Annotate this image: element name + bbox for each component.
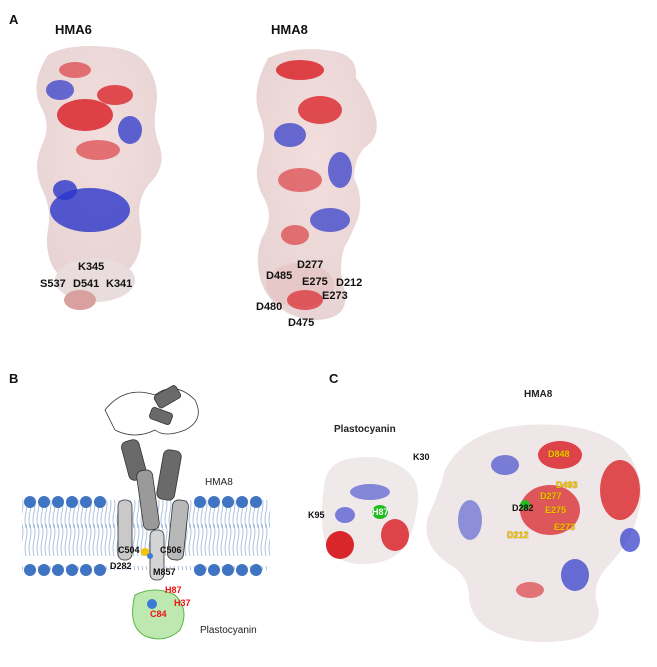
label-s537: S537 xyxy=(40,278,66,290)
label-e273-a: E273 xyxy=(322,290,348,302)
label-d277-a: D277 xyxy=(297,259,324,271)
label-e273-c: E273 xyxy=(554,522,576,532)
label-k341: K341 xyxy=(106,278,133,290)
hma8-surface-c xyxy=(427,425,642,642)
label-d480: D480 xyxy=(256,301,283,313)
panel-b-letter: B xyxy=(9,371,19,386)
label-c504: C504 xyxy=(118,545,140,555)
label-k345: K345 xyxy=(78,261,105,273)
label-d541: D541 xyxy=(73,278,100,290)
panel-a-letter: A xyxy=(9,12,19,27)
label-d485: D485 xyxy=(266,270,293,282)
label-k95: K95 xyxy=(308,510,325,520)
label-e275-a: E275 xyxy=(302,276,328,288)
label-m857: M857 xyxy=(153,567,176,577)
label-e275-c: E275 xyxy=(545,505,567,515)
label-d493: D493 xyxy=(556,480,578,490)
label-d848: D848 xyxy=(548,449,570,459)
hma6-title: HMA6 xyxy=(55,22,92,37)
label-h87-b: H87 xyxy=(165,585,182,595)
label-d475: D475 xyxy=(288,317,315,329)
hma8-label-b: HMA8 xyxy=(205,477,233,488)
label-d282-c: D282 xyxy=(512,503,534,513)
plastocyanin-surface xyxy=(322,457,418,564)
label-d212-a: D212 xyxy=(336,277,363,289)
label-c506: C506 xyxy=(160,545,182,555)
label-k30: K30 xyxy=(413,452,430,462)
plastocyanin-title-c: Plastocyanin xyxy=(334,424,396,435)
label-d277-c: D277 xyxy=(540,491,562,501)
label-h87-c: H87 xyxy=(372,507,389,517)
hma8-title-c: HMA8 xyxy=(524,389,553,400)
panel-c-letter: C xyxy=(329,371,339,386)
plastocyanin-label-b: Plastocyanin xyxy=(200,625,257,636)
label-d282-b: D282 xyxy=(110,561,132,571)
label-h37: H37 xyxy=(174,598,191,608)
label-d212-c: D212 xyxy=(507,530,529,540)
hma8-title-a: HMA8 xyxy=(271,22,308,37)
label-c84: C84 xyxy=(150,609,167,619)
